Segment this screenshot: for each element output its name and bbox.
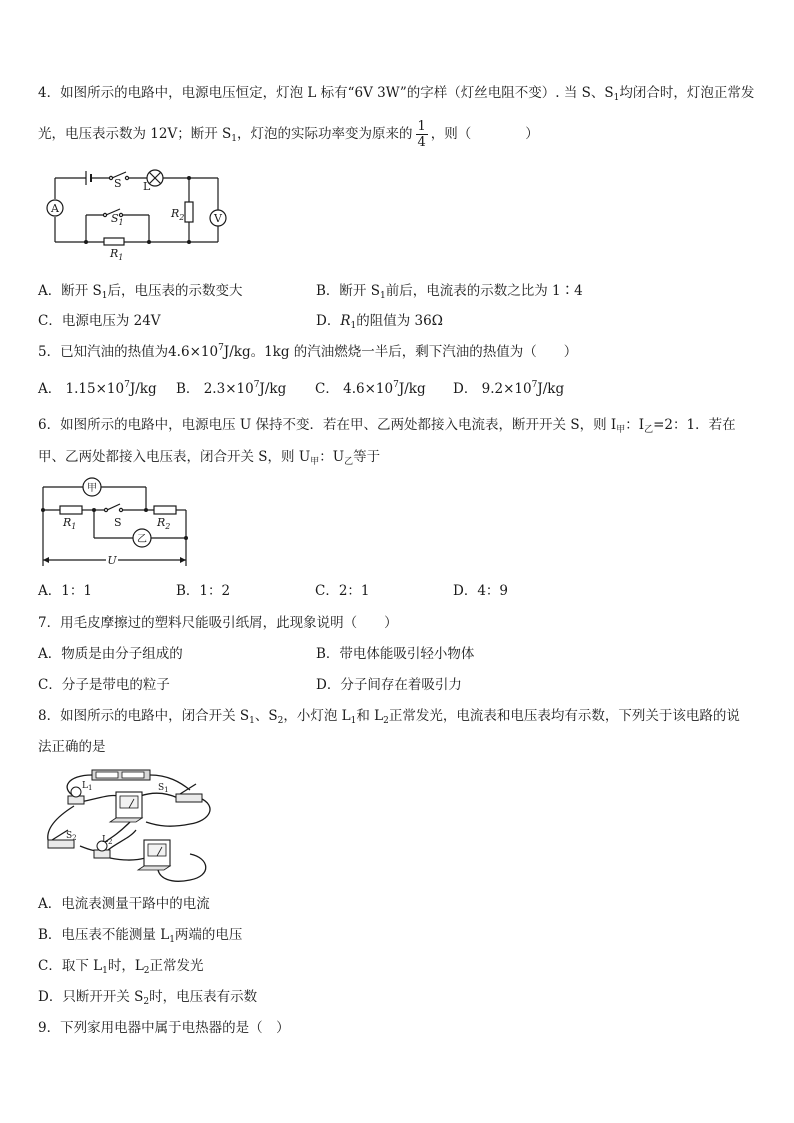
resistor-r1-label: $R_1$ bbox=[63, 516, 77, 531]
q9-stem: 9．下列家用电器中属于电热器的是（ ） bbox=[38, 1020, 290, 1036]
voltage-u-label: U bbox=[107, 554, 117, 567]
lamp-l2-label: $L_2$ bbox=[102, 835, 113, 846]
q7-option-d: D．分子间存在着吸引力 bbox=[316, 677, 462, 693]
q8-option-d: D．只断开开关 $S_2$时，电压表有示数 bbox=[38, 989, 258, 1007]
voltmeter-label: V bbox=[214, 212, 222, 225]
q5-option-d: D． $9.2\times 10^7J/kg$ bbox=[453, 380, 565, 397]
q6-option-d: D．4：9 bbox=[453, 583, 509, 599]
q8-option-c: C．取下 $L_1$时，$L_2$正常发光 bbox=[38, 958, 204, 976]
q7-option-c: C．分子是带电的粒子 bbox=[38, 677, 170, 693]
q5-option-a: A． $1.15\times 10^7J/kg$ bbox=[38, 380, 157, 397]
q4-stem-line1: 4．如图所示的电路中，电源电压恒定，灯泡 L 标有“6V 3W”的字样（灯丝电阻不变）. 当 S、$S_1$均闭合时，灯泡正常发 bbox=[38, 85, 755, 103]
q6-option-c: C．2：1 bbox=[315, 583, 370, 599]
q8-option-b: B．电压表不能测量 $L_1$两端的电压 bbox=[38, 927, 243, 945]
q4-option-b: B．断开 $S_1$前后，电流表的示数之比为 1∶4 bbox=[316, 283, 583, 301]
switch-s-label: S bbox=[114, 516, 122, 529]
ammeter-label: A bbox=[51, 202, 59, 215]
q6-circuit-diagram bbox=[38, 476, 198, 572]
q4-option-d: D．$R_1$的阻值为 36Ω bbox=[316, 313, 443, 331]
switch-s1-label: $S_1$ bbox=[158, 783, 169, 794]
q8-option-a: A．电流表测量干路中的电流 bbox=[38, 896, 210, 912]
q6-option-a: A．1：1 bbox=[38, 583, 92, 599]
q5-option-c: C． $4.6\times 10^7J/kg$ bbox=[315, 380, 426, 397]
q7-option-b: B．带电体能吸引轻小物体 bbox=[316, 646, 475, 662]
lamp-l1-label: $L_1$ bbox=[82, 781, 93, 792]
q5-option-b: B． $2.3\times 10^7J/kg$ bbox=[176, 380, 287, 397]
q4-stem-line2: 光，电压表示数为 12V；断开 $S_1$，灯泡的实际功率变为原来的 $\frac{1}{4}$ ，则（ ） bbox=[38, 119, 539, 150]
switch-s2-label: $S_2$ bbox=[66, 831, 77, 842]
q8-physical-circuit-picture bbox=[40, 766, 220, 886]
resistor-r2-label: $R_2$ bbox=[171, 207, 185, 222]
q7-stem: 7．用毛皮摩擦过的塑料尺能吸引纸屑，此现象说明（ ） bbox=[38, 615, 398, 631]
q4-fraction: $\frac{1}{4}$ bbox=[417, 119, 426, 150]
q4-option-c: C．电源电压为 24V bbox=[38, 313, 161, 329]
q7-option-a: A．物质是由分子组成的 bbox=[38, 646, 183, 662]
meter-yi-label: 乙 bbox=[137, 534, 147, 545]
q4-option-a: A．断开 $S_1$后，电压表的示数变大 bbox=[38, 283, 243, 301]
q4-circuit-diagram bbox=[40, 160, 240, 260]
resistor-r2-label: $R_2$ bbox=[157, 516, 171, 531]
switch-s1-label: $S_1$ bbox=[111, 212, 124, 227]
lamp-l-label: L bbox=[143, 180, 151, 193]
q6-option-b: B．1：2 bbox=[176, 583, 231, 599]
meter-jia-label: 甲 bbox=[87, 483, 97, 494]
q6-stem-line2: 甲、乙两处都接入电压表，闭合开关 S，则 $U_甲$：$U_乙$等于 bbox=[38, 449, 381, 467]
q8-stem-line1: 8．如图所示的电路中，闭合开关 $S_1$、$S_2$，小灯泡 $L_1$和 $L_2$正常发光，电流表和电压表均有示数，下列关于该电路的说 bbox=[38, 708, 740, 726]
resistor-r1-label: $R_1$ bbox=[110, 247, 124, 262]
q8-stem-line2: 法正确的是 bbox=[38, 739, 106, 755]
q6-stem-line1: 6．如图所示的电路中，电源电压 U 保持不变．若在甲、乙两处都接入电流表，断开开关 S，则 $I_甲$：$I_乙=2$：1．若在 bbox=[38, 417, 736, 435]
switch-s-label: S bbox=[114, 177, 122, 190]
q5-stem: 5．已知汽油的热值为$4.6\times 10^7J/kg$。1kg 的汽油燃烧一半后，剩下汽油的热值为（ ） bbox=[38, 343, 578, 360]
